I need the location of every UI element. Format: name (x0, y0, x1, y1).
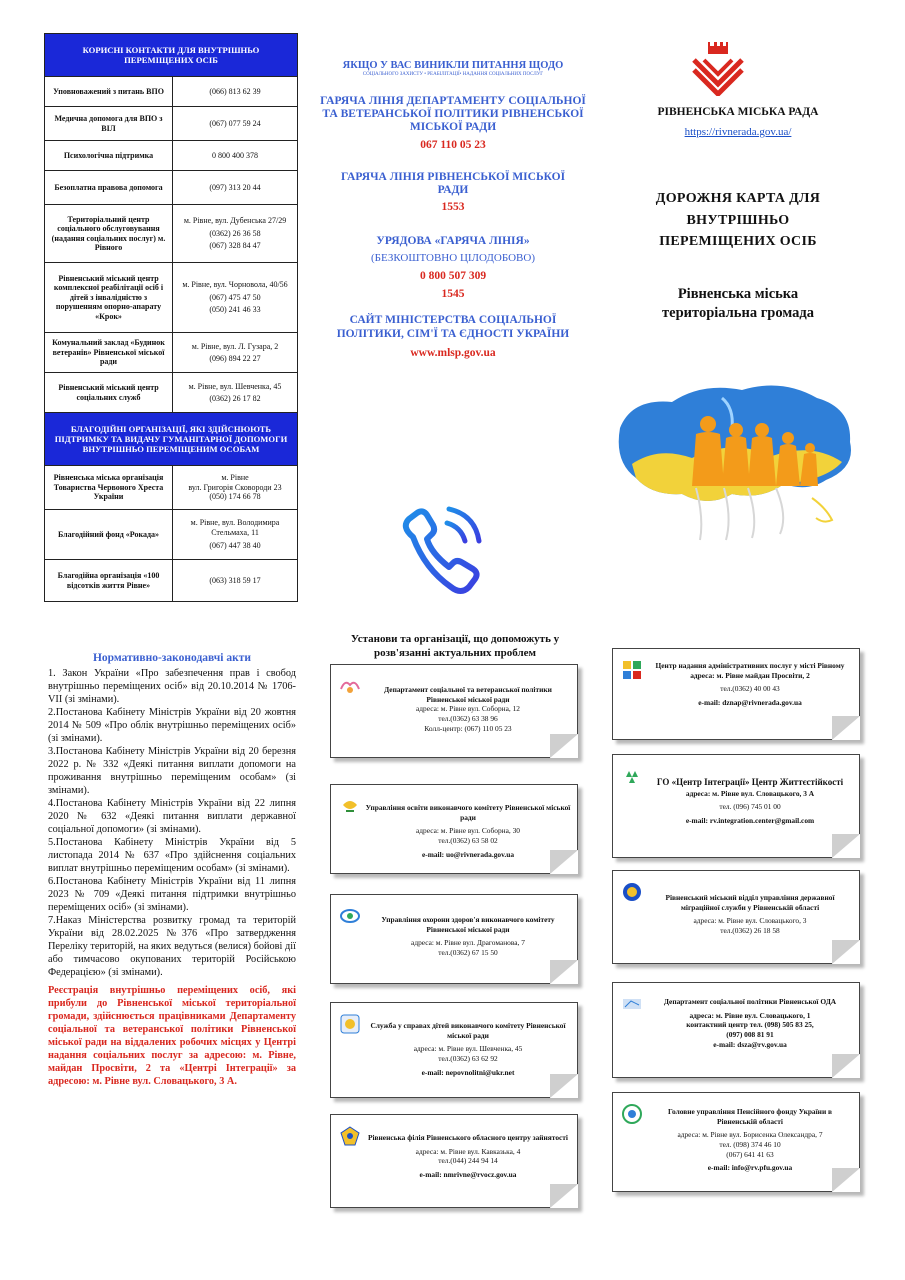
org-card (612, 1092, 860, 1192)
contact-name: Рівненський міський центр соціальних служб (45, 373, 173, 413)
contact-phone: (050) 174 66 78 (209, 492, 261, 502)
phone-call-icon (395, 497, 493, 605)
charity-name: Рівненська міська організація Товариства Червоного Хреста України (45, 466, 173, 510)
org-email[interactable]: e-mail: nepovnolitni@ukr.net (421, 1067, 515, 1077)
org-address: адреса: м. Рівне вул. Соборна, 30 (416, 826, 520, 836)
contact-address: м. Рівне, вул. Л. Гузара, 2 (191, 341, 279, 351)
contacts-header-row (45, 34, 298, 77)
org-card (612, 870, 860, 964)
gov-hotline-title: УРЯДОВА «ГАРЯЧА ЛІНІЯ» (376, 235, 530, 248)
social-dept-logo-icon (339, 675, 361, 697)
contacts-header: КОРИСНІ КОНТАКТИ ДЛЯ ВНУТРІШНЬО ПЕРЕМІЩЕНИХ ОСІБ (45, 34, 298, 77)
org-card (330, 664, 578, 758)
org-name: ГО «Центр Інтеграції» Центр Життєстійкості (656, 777, 844, 787)
contact-details (173, 333, 298, 373)
org-name: Рівненська філія Рівненського обласного центру зайнятості (367, 1133, 568, 1142)
contact-details (173, 205, 298, 263)
page-fold (832, 940, 860, 964)
org-card (330, 1114, 578, 1208)
contact-phone: (096) 894 22 27 (209, 354, 261, 363)
contact-phone: (067) 447 38 40 (209, 541, 261, 551)
contact-details (173, 510, 298, 560)
ministry-title: САЙТ МІНІСТЕРСТВА СОЦІАЛЬНОЇ ПОЛІТИКИ, СІМ'Ї ТА ЄДНОСТІ УКРАЇНИ (336, 314, 570, 340)
table-row (45, 107, 298, 141)
dept-hotline-number: 067 110 05 23 (420, 138, 486, 151)
org-phone: тел.(0362) 63 58 02 (438, 835, 498, 845)
table-row (45, 205, 298, 263)
contact-address: м. Рівне (221, 473, 249, 483)
council-url[interactable]: https://rivnerada.gov.ua/ (684, 126, 792, 138)
contact-details (173, 466, 298, 510)
migration-service-logo-icon (621, 881, 643, 903)
page-fold (832, 1054, 860, 1078)
org-address: адреса: м. Рівне вул. Кавказька, 4 (415, 1146, 521, 1156)
table-row (45, 263, 298, 333)
contact-phone: (0362) 26 36 58 (209, 228, 261, 238)
dept-hotline-title: ГАРЯЧА ЛІНІЯ ДЕПАРТАМЕНТУ СОЦІАЛЬНОЇ ТА ВЕТЕРАНСЬКОЇ ПОЛІТИКИ РІВНЕНСЬКОЇ МІСЬКОЇ РАДИ (320, 95, 586, 134)
table-row (45, 466, 298, 510)
contact-name: Уповноважений з питань ВПО (45, 77, 173, 107)
city-hotline-number: 1553 (441, 201, 465, 214)
gov-hotline-short-number: 1545 (441, 288, 465, 301)
org-phone: тел.(0362) 63 62 92 (438, 1053, 498, 1063)
org-phone: контактний центр тел. (098) 505 83 25, (686, 1020, 814, 1030)
org-name: Служба у справах дітей виконавчого комітету Рівненської міської ради (370, 1021, 566, 1040)
page-fold (832, 1168, 860, 1192)
org-address: адреса: м. Рівне вул. Словацького, 1 (689, 1010, 811, 1020)
integration-center-logo-icon (621, 765, 643, 787)
org-email[interactable]: e-mail: info@rv.pfu.gov.ua (707, 1163, 793, 1173)
org-email[interactable]: e-mail: rv.integration.center@gmail.com (685, 815, 815, 825)
org-phone: тел.(0362) 63 38 96 (438, 713, 498, 723)
org-address: адреса: м. Рівне вул. Словацького, 3 (693, 916, 807, 926)
contact-phone: (067) 077 59 24 (173, 107, 298, 141)
org-email[interactable]: e-mail: dznap@rivnerada.gov.ua (698, 697, 802, 707)
table-row (45, 510, 298, 560)
oda-social-logo-icon (621, 993, 643, 1015)
table-row (45, 560, 298, 602)
law-item: 3.Постанова Кабінету Міністрів України від 20 березня 2022 р. № 332 «Деякі питання виплати допомоги на проживання внутрішньо переміщеним особам» (зі змінами). (48, 746, 296, 797)
org-address: адреса: м. Рівне майдан Просвіти, 2 (690, 670, 810, 680)
org-name: Рівненський міський відділ управління державної міграційної служби у Рівненській області (665, 893, 835, 912)
org-card (612, 982, 860, 1078)
charity-header: БЛАГОДІЙНІ ОРГАНІЗАЦІЇ, ЯКІ ЗДІЙСНЮЮТЬ ПІДТРИМКУ ТА ВИДАЧУ ГУМАНІТАРНОЇ ДОПОМОГИ ВНУТРІШНЬО ПЕРЕМІЩЕНИМ ОСОБАМ (45, 413, 298, 466)
table-row (45, 333, 298, 373)
council-name: РІВНЕНСЬКА МІСЬКА РАДА (657, 106, 819, 118)
gov-hotline-subtitle: (БЕЗКОШТОВНО ЦІЛОДОБОВО) (371, 252, 535, 265)
contact-name: Територіальний центр соціального обслуговування (надання соціальних послуг) м. Рівного (45, 205, 173, 263)
org-name: Центр надання адміністративних послуг у місті Рівному (655, 661, 845, 670)
family-map-illustration (612, 368, 860, 542)
contact-phone: (097) 313 20 44 (173, 171, 298, 205)
org-card (330, 1002, 578, 1098)
contact-phone: (0362) 26 17 82 (209, 394, 261, 403)
page-fold (550, 850, 578, 874)
hotlines-section (318, 60, 588, 359)
contact-details (173, 373, 298, 413)
law-item: 6.Постанова Кабінету Міністрів України від 11 липня 2023 № 709 «Деякі питання підтримки внутрішньо переміщених осіб» (зі змінами). (48, 875, 296, 913)
org-phone: тел.(0362) 26 18 58 (720, 925, 780, 935)
org-name: Департамент соціальної політики Рівненської ОДА (663, 997, 837, 1006)
law-item: 5.Постанова Кабінету Міністрів України від 5 листопада 2014 № 637 «Про здійснення соціальних виплат внутрішньо переміщеним особам» (зі змінами). (48, 837, 296, 875)
law-item: 1. Закон України «Про забезпечення прав і свобод внутрішньо переміщених осіб» від 20.10.2014 № 1706-VII (зі змінами). (48, 668, 296, 706)
org-address: адреса: м. Рівне вул. Шевченка, 45 (413, 1044, 523, 1054)
gov-hotline-number: 0 800 507 309 (419, 270, 487, 283)
cnap-logo-icon (621, 659, 643, 681)
page-fold (832, 716, 860, 740)
org-card (330, 784, 578, 874)
laws-title: Нормативно-законодавчі акти (92, 652, 251, 664)
employment-center-logo-icon (339, 1125, 361, 1147)
charity-header-row (45, 413, 298, 466)
table-row (45, 141, 298, 171)
pension-fund-logo-icon (621, 1103, 643, 1125)
health-dept-logo-icon (339, 905, 361, 927)
org-name: Управління охорони здоров'я виконавчого комітету Рівненської міської ради (381, 915, 555, 934)
community-name: Рівненська міська територіальна громада (662, 286, 814, 321)
page-fold (832, 834, 860, 858)
council-emblem-icon (690, 40, 746, 96)
table-row (45, 373, 298, 413)
laws-section (48, 651, 296, 1088)
org-phone: (097) 008 81 91 (726, 1029, 774, 1039)
org-card (612, 648, 860, 740)
org-name: Управління освіти виконавчого комітету Рівненської міської ради (365, 803, 571, 822)
city-hotline-title: ГАРЯЧА ЛІНІЯ РІВНЕНСЬКОЇ МІСЬКОЇ РАДИ (340, 170, 566, 196)
question-subheading: СОЦІАЛЬНОГО ЗАХИСТУ • РЕАБІЛІТАЦІЇ• НАДАННЯ СОЦІАЛЬНИХ ПОСЛУГ (362, 72, 544, 77)
org-card (612, 754, 860, 858)
contact-name: Рівненський міський центр комплексної реабілітації осіб і дітей з інвалідністю з порушенням опорно-апарату «Крок» (45, 263, 173, 333)
contact-address: м. Рівне, вул. Дубенська 27/29 (183, 216, 287, 226)
law-item: 4.Постанова Кабінету Міністрів України від 22 липня 2020 № 632 «Деякі питання виплати державної соціальної допомоги» (зі змінами). (48, 798, 296, 836)
charity-name: Благодійна організація «100 відсотків життя Рівне» (45, 560, 173, 602)
org-phone: тел. (098) 374 46 10 (719, 1139, 781, 1149)
orgs-title: Установи та організації, що допоможуть у розв'язанні актуальних проблем (350, 633, 560, 660)
org-name: Головне управління Пенсійного фонду України в Рівненській області (667, 1107, 833, 1126)
org-phone: тел. (096) 745 01 00 (719, 802, 781, 812)
org-address: адреса: м. Рівне вул. Соборна, 12 (416, 704, 520, 714)
page-fold (550, 1184, 578, 1208)
contact-name: Безоплатна правова допомога (45, 171, 173, 205)
org-email[interactable]: e-mail: dsza@rv.gov.ua (713, 1039, 787, 1049)
contact-name: Психологічна підтримка (45, 141, 173, 171)
org-card (330, 894, 578, 984)
org-callcenter: Колл-центр: (067) 110 05 23 (424, 723, 512, 733)
table-row (45, 171, 298, 205)
law-item: 2.Постанова Кабінету Міністрів України від 20 жовтня 2014 № 509 «Про облік внутрішньо переміщених осіб» (зі змінами). (48, 707, 296, 745)
org-phone: тел.(0362) 67 15 50 (438, 947, 498, 957)
question-heading: ЯКЩО У ВАС ВИНИКЛИ ПИТАННЯ ЩОДО (342, 60, 564, 71)
org-address: адреса: м. Рівне вул. Драгоманова, 7 (411, 938, 525, 948)
org-address: адреса: м. Рівне вул. Словацького, 3 А (685, 788, 815, 798)
page-fold (550, 960, 578, 984)
ministry-url[interactable]: www.mlsp.gov.ua (410, 346, 496, 359)
page-fold (550, 1074, 578, 1098)
contact-phone: (066) 813 62 39 (173, 77, 298, 107)
contact-phone: (067) 475 47 50 (209, 292, 261, 302)
contact-details (173, 263, 298, 333)
education-logo-icon (339, 795, 361, 817)
org-phone: тел.(0362) 40 00 43 (720, 684, 780, 694)
contact-phone: 0 800 400 378 (173, 141, 298, 171)
org-phone: (067) 641 41 63 (726, 1149, 774, 1159)
law-item: 7.Наказ Міністерства розвитку громад та територій України від 28.02.2025 №376 «Про затвердження Переліку територій, на яких ведуться (велися) бойові дії або тимчасово окупованих територій Російською Федерацією» (зі змінами). (48, 914, 296, 978)
contact-name: Комунальний заклад «Будинок ветеранів» Рівненської міської ради (45, 333, 173, 373)
registration-note: Реєстрація внутрішньо переміщених осіб, які прибули до Рівненської міської територіальної громади, здійснюється працівниками Департаменту соціальної та ветеранської політики Рівненської міської ради на віддалених робочих місцях у Центрі надання соціальних послуг за адресою: м. Рівне, майдан Просвіти, 2 та «Центрі Інтеграції» за адресою: м. Рівне вул. Словацького, 3 А. (48, 984, 296, 1087)
charity-name: Благодійний фонд «Рокада» (45, 510, 173, 560)
contact-address: м. Рівне, вул. Шевченка, 45 (188, 381, 282, 391)
contact-address: м. Рівне, вул. Володимира Стельмаха, 11 (190, 518, 280, 537)
org-address: адреса: м. Рівне вул. Борисенка Олександра, 7 (677, 1130, 823, 1140)
org-phone: тел.(044) 244 94 14 (438, 1156, 498, 1166)
org-name: Департамент соціальної та ветеранської політики Рівненської міської ради (384, 685, 552, 704)
page-fold (550, 734, 578, 758)
org-email[interactable]: e-mail: nmrivne@rvocz.gov.ua (419, 1169, 517, 1179)
contact-address: м. Рівне, вул. Чорновола, 40/56 (182, 280, 288, 290)
contacts-table (44, 33, 298, 602)
contact-phone: (067) 328 84 47 (209, 241, 261, 251)
roadmap-title: ДОРОЖНЯ КАРТА ДЛЯ ВНУТРІШНЬО ПЕРЕМІЩЕНИХ ОСІБ (655, 191, 821, 250)
contact-name: Медична допомога для ВПО з ВІЛ (45, 107, 173, 141)
contact-address: вул. Григорія Сковороди 23 (188, 482, 282, 492)
contact-phone: (063) 318 59 17 (173, 560, 298, 602)
table-row (45, 77, 298, 107)
contact-phone: (050) 241 46 33 (209, 305, 261, 315)
children-service-logo-icon (339, 1013, 361, 1035)
org-email[interactable]: e-mail: uo@rivnerada.gov.ua (421, 849, 515, 859)
